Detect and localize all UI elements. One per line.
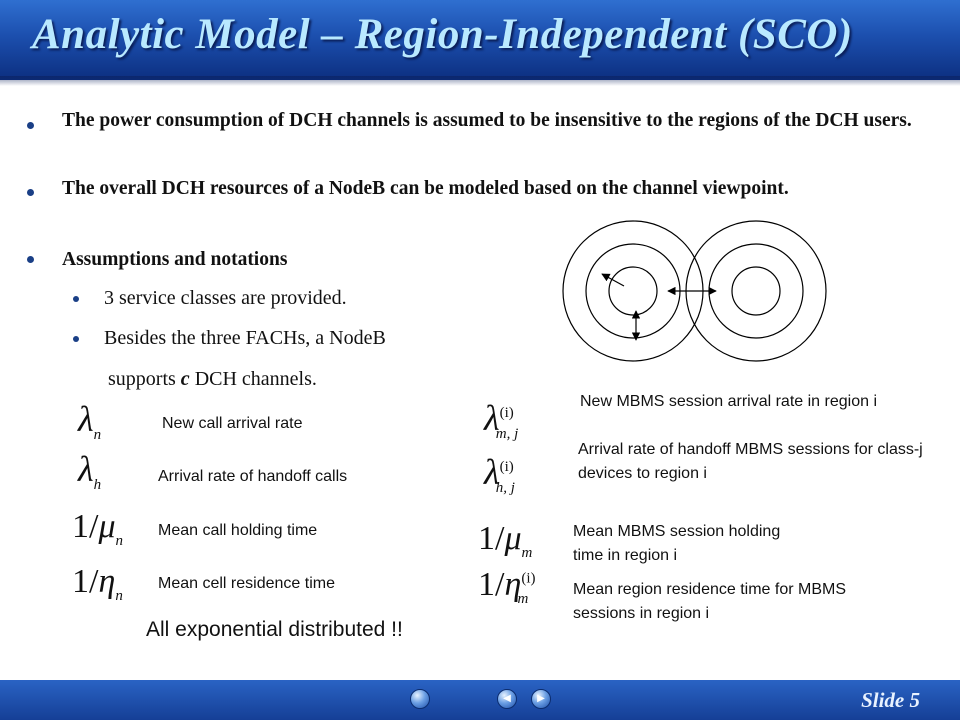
eta-m-symbol [478, 566, 536, 607]
dch-text-pre: supports [108, 368, 181, 390]
eta-m-sup: (i) [521, 570, 536, 587]
lambda-n-symbol [78, 401, 101, 443]
slide-number: Slide 5 [861, 688, 920, 712]
lambda-n-sub: n [93, 427, 102, 444]
lambda-mj-base: λ [484, 398, 500, 438]
cell-residence-time-label: Mean cell residence time [158, 575, 335, 592]
slide-title: Analytic Model – Region-Independent (SCO) [32, 11, 853, 58]
mbms-holding-time-label: Mean MBMS session holding time in region i [573, 523, 781, 564]
bullet-power-consumption: The power consumption of DCH channels is assumed to be insensitive to the regions of the DCH users. [62, 110, 912, 131]
bullet-dot [27, 189, 34, 196]
dch-text-post: DCH channels. [189, 368, 317, 390]
footer-bar [0, 680, 960, 720]
sub-bullet-nodeb: Besides the three FACHs, a NodeB [104, 327, 386, 349]
prev-icon[interactable]: ◀ [497, 689, 517, 709]
mu-n-sub: n [115, 532, 124, 549]
dch-count-variable: c [180, 368, 190, 390]
bullet-dot [27, 256, 34, 263]
left-cell-middle-ring [586, 244, 680, 338]
lambda-hj-base: λ [484, 452, 500, 492]
lambda-h-sub: h [93, 477, 102, 494]
mbms-handoff-arrival-label: Arrival rate of handoff MBMS sessions for class-j devices to region i [578, 441, 923, 482]
left-cell-outer-ring [563, 221, 703, 361]
sub-bullet-nodeb-continued [108, 364, 317, 394]
eta-m-sub: m [517, 590, 529, 607]
handoff-arrival-label: Arrival rate of handoff calls [158, 468, 348, 485]
call-holding-time-label: Mean call holding time [158, 522, 318, 539]
right-cell [686, 221, 826, 361]
right-cell-inner-ring [732, 267, 780, 315]
lambda-mj-symbol [484, 400, 518, 442]
home-icon[interactable] [410, 689, 430, 709]
mu-n-base: μ [98, 508, 116, 545]
sub-bullet-dot [73, 336, 79, 342]
mu-n-symbol [72, 510, 123, 549]
lambda-h-symbol [78, 451, 101, 493]
lambda-mj-sup: (i) [499, 405, 514, 421]
left-cell [563, 221, 703, 361]
lambda-h-base: λ [78, 449, 94, 489]
handoff-arrows [602, 274, 716, 340]
inner-to-middle-arrow [602, 274, 624, 286]
bullet-assumptions: Assumptions and notations [62, 249, 288, 270]
sub-bullet-dot [73, 296, 79, 302]
mu-m-prefix: 1/ [478, 520, 505, 557]
left-cell-inner-ring [609, 267, 657, 315]
eta-n-prefix: 1/ [72, 563, 99, 600]
mbms-residence-time-label: Mean region residence time for MBMS sessions in region i [573, 581, 846, 622]
mu-n-prefix: 1/ [72, 508, 99, 545]
mbms-arrival-label: New MBMS session arrival rate in region i [580, 393, 877, 410]
sub-bullet-service-classes: 3 service classes are provided. [104, 287, 347, 309]
eta-m-base: η [504, 566, 522, 603]
lambda-hj-symbol [484, 454, 515, 496]
eta-m-prefix: 1/ [478, 566, 505, 603]
lambda-n-base: λ [78, 399, 94, 439]
mu-m-sub: m [521, 544, 533, 561]
eta-n-base: η [98, 563, 116, 600]
bullet-dot [27, 122, 34, 129]
lambda-hj-sup: (i) [499, 459, 514, 475]
right-cell-middle-ring [709, 244, 803, 338]
mu-m-symbol [478, 522, 532, 561]
lambda-mj-sub: m, j [495, 426, 519, 443]
next-icon[interactable]: ▶ [531, 689, 551, 709]
eta-n-symbol [72, 565, 123, 604]
mu-m-base: μ [504, 520, 522, 557]
title-bar-shadow [0, 76, 960, 86]
bullet-dch-resources: The overall DCH resources of a NodeB can be modeled based on the channel viewpoint. [62, 178, 789, 199]
summary-note: All exponential distributed !! [146, 618, 403, 641]
lambda-hj-sub: h, j [495, 480, 515, 497]
eta-n-sub: n [115, 587, 123, 604]
new-call-arrival-label: New call arrival rate [162, 415, 303, 432]
right-cell-outer-ring [686, 221, 826, 361]
